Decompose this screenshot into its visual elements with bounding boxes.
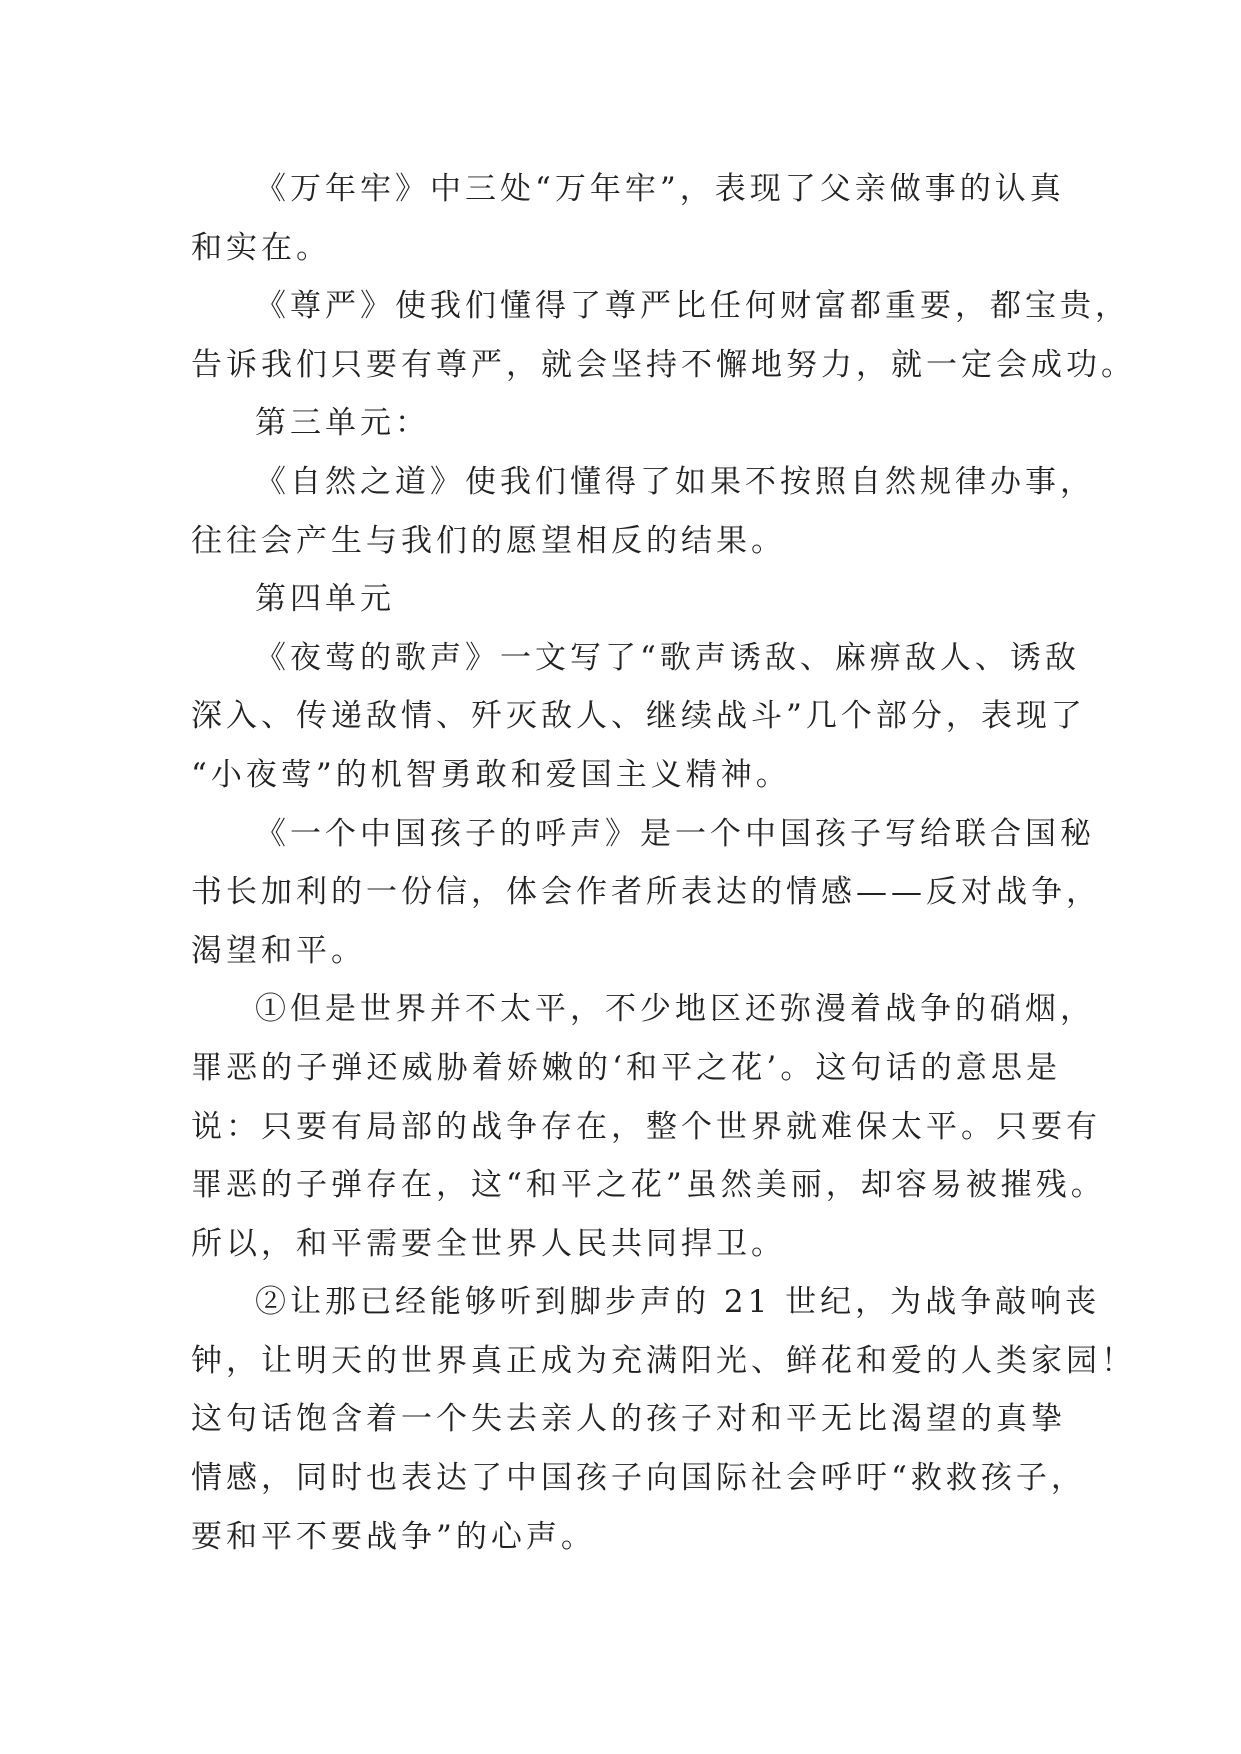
text-line: 《尊严》使我们懂得了尊严比任何财富都重要，都宝贵， bbox=[255, 288, 1130, 325]
text-line: “小夜莺”的机智勇敢和爱国主义精神。 bbox=[191, 756, 791, 793]
text-line: 渴望和平。 bbox=[191, 932, 366, 969]
text-line: 往往会产生与我们的愿望相反的结果。 bbox=[191, 522, 786, 559]
document-body bbox=[191, 160, 1136, 1566]
text-line: 《一个中国孩子的呼声》是一个中国孩子写给联合国秘 bbox=[255, 815, 1095, 852]
text-line: 第四单元 bbox=[255, 581, 395, 618]
paragraph-yeying bbox=[191, 629, 1086, 805]
text-line: ①但是世界并不太平，不少地区还弥漫着战争的硝烟， bbox=[255, 991, 1095, 1028]
heading-unit-three bbox=[191, 394, 1061, 453]
text-line: ②让那已经能够听到脚步声的 21 世纪，为战争敲响丧 bbox=[255, 1284, 1101, 1321]
text-line: 罪恶的子弹还威胁着娇嫩的‘和平之花’。这句话的意思是 bbox=[191, 1049, 1061, 1086]
text-line: 这句话饱含着一个失去亲人的孩子对和平无比渴望的真挚 bbox=[191, 1401, 1066, 1438]
text-line: 情感，同时也表达了中国孩子向国际社会呼吁“救救孩子， bbox=[191, 1460, 1086, 1497]
paragraph-ziranzhidao bbox=[191, 453, 1095, 570]
text-line: 要和平不要战争”的心声。 bbox=[191, 1518, 596, 1555]
paragraph-wannianlao bbox=[191, 160, 1065, 277]
heading-unit-four bbox=[191, 570, 1061, 629]
text-line: 和实在。 bbox=[191, 229, 331, 266]
text-line: 告诉我们只要有尊严，就会坚持不懈地努力，就一定会成功。 bbox=[191, 346, 1136, 383]
text-line: 罪恶的子弹存在，这“和平之花”虽然美丽，却容易被摧残。 bbox=[191, 1167, 1106, 1204]
text-line: 深入、传递敌情、歼灭敌人、继续战斗”几个部分，表现了 bbox=[191, 698, 1086, 735]
paragraph-sentence-two bbox=[191, 1273, 1136, 1566]
text-line: 《夜莺的歌声》一文写了“歌声诱敌、麻痹敌人、诱敌 bbox=[255, 639, 1080, 676]
text-line: 《自然之道》使我们懂得了如果不按照自然规律办事， bbox=[255, 463, 1095, 500]
paragraph-sentence-one bbox=[191, 980, 1106, 1273]
text-line: 书长加利的一份信，体会作者所表达的情感——反对战争， bbox=[191, 874, 1101, 911]
text-line: 说：只要有局部的战争存在，整个世界就难保太平。只要有 bbox=[191, 1108, 1101, 1145]
paragraph-huhuan bbox=[191, 805, 1101, 981]
text-line: 所以，和平需要全世界人民共同捍卫。 bbox=[191, 1225, 786, 1262]
text-line: 第三单元： bbox=[255, 405, 430, 442]
text-line: 钟，让明天的世界真正成为充满阳光、鲜花和爱的人类家园！ bbox=[191, 1342, 1136, 1379]
text-line: 《万年牢》中三处“万年牢”，表现了父亲做事的认真 bbox=[255, 171, 1065, 207]
paragraph-zunyan bbox=[191, 277, 1136, 394]
